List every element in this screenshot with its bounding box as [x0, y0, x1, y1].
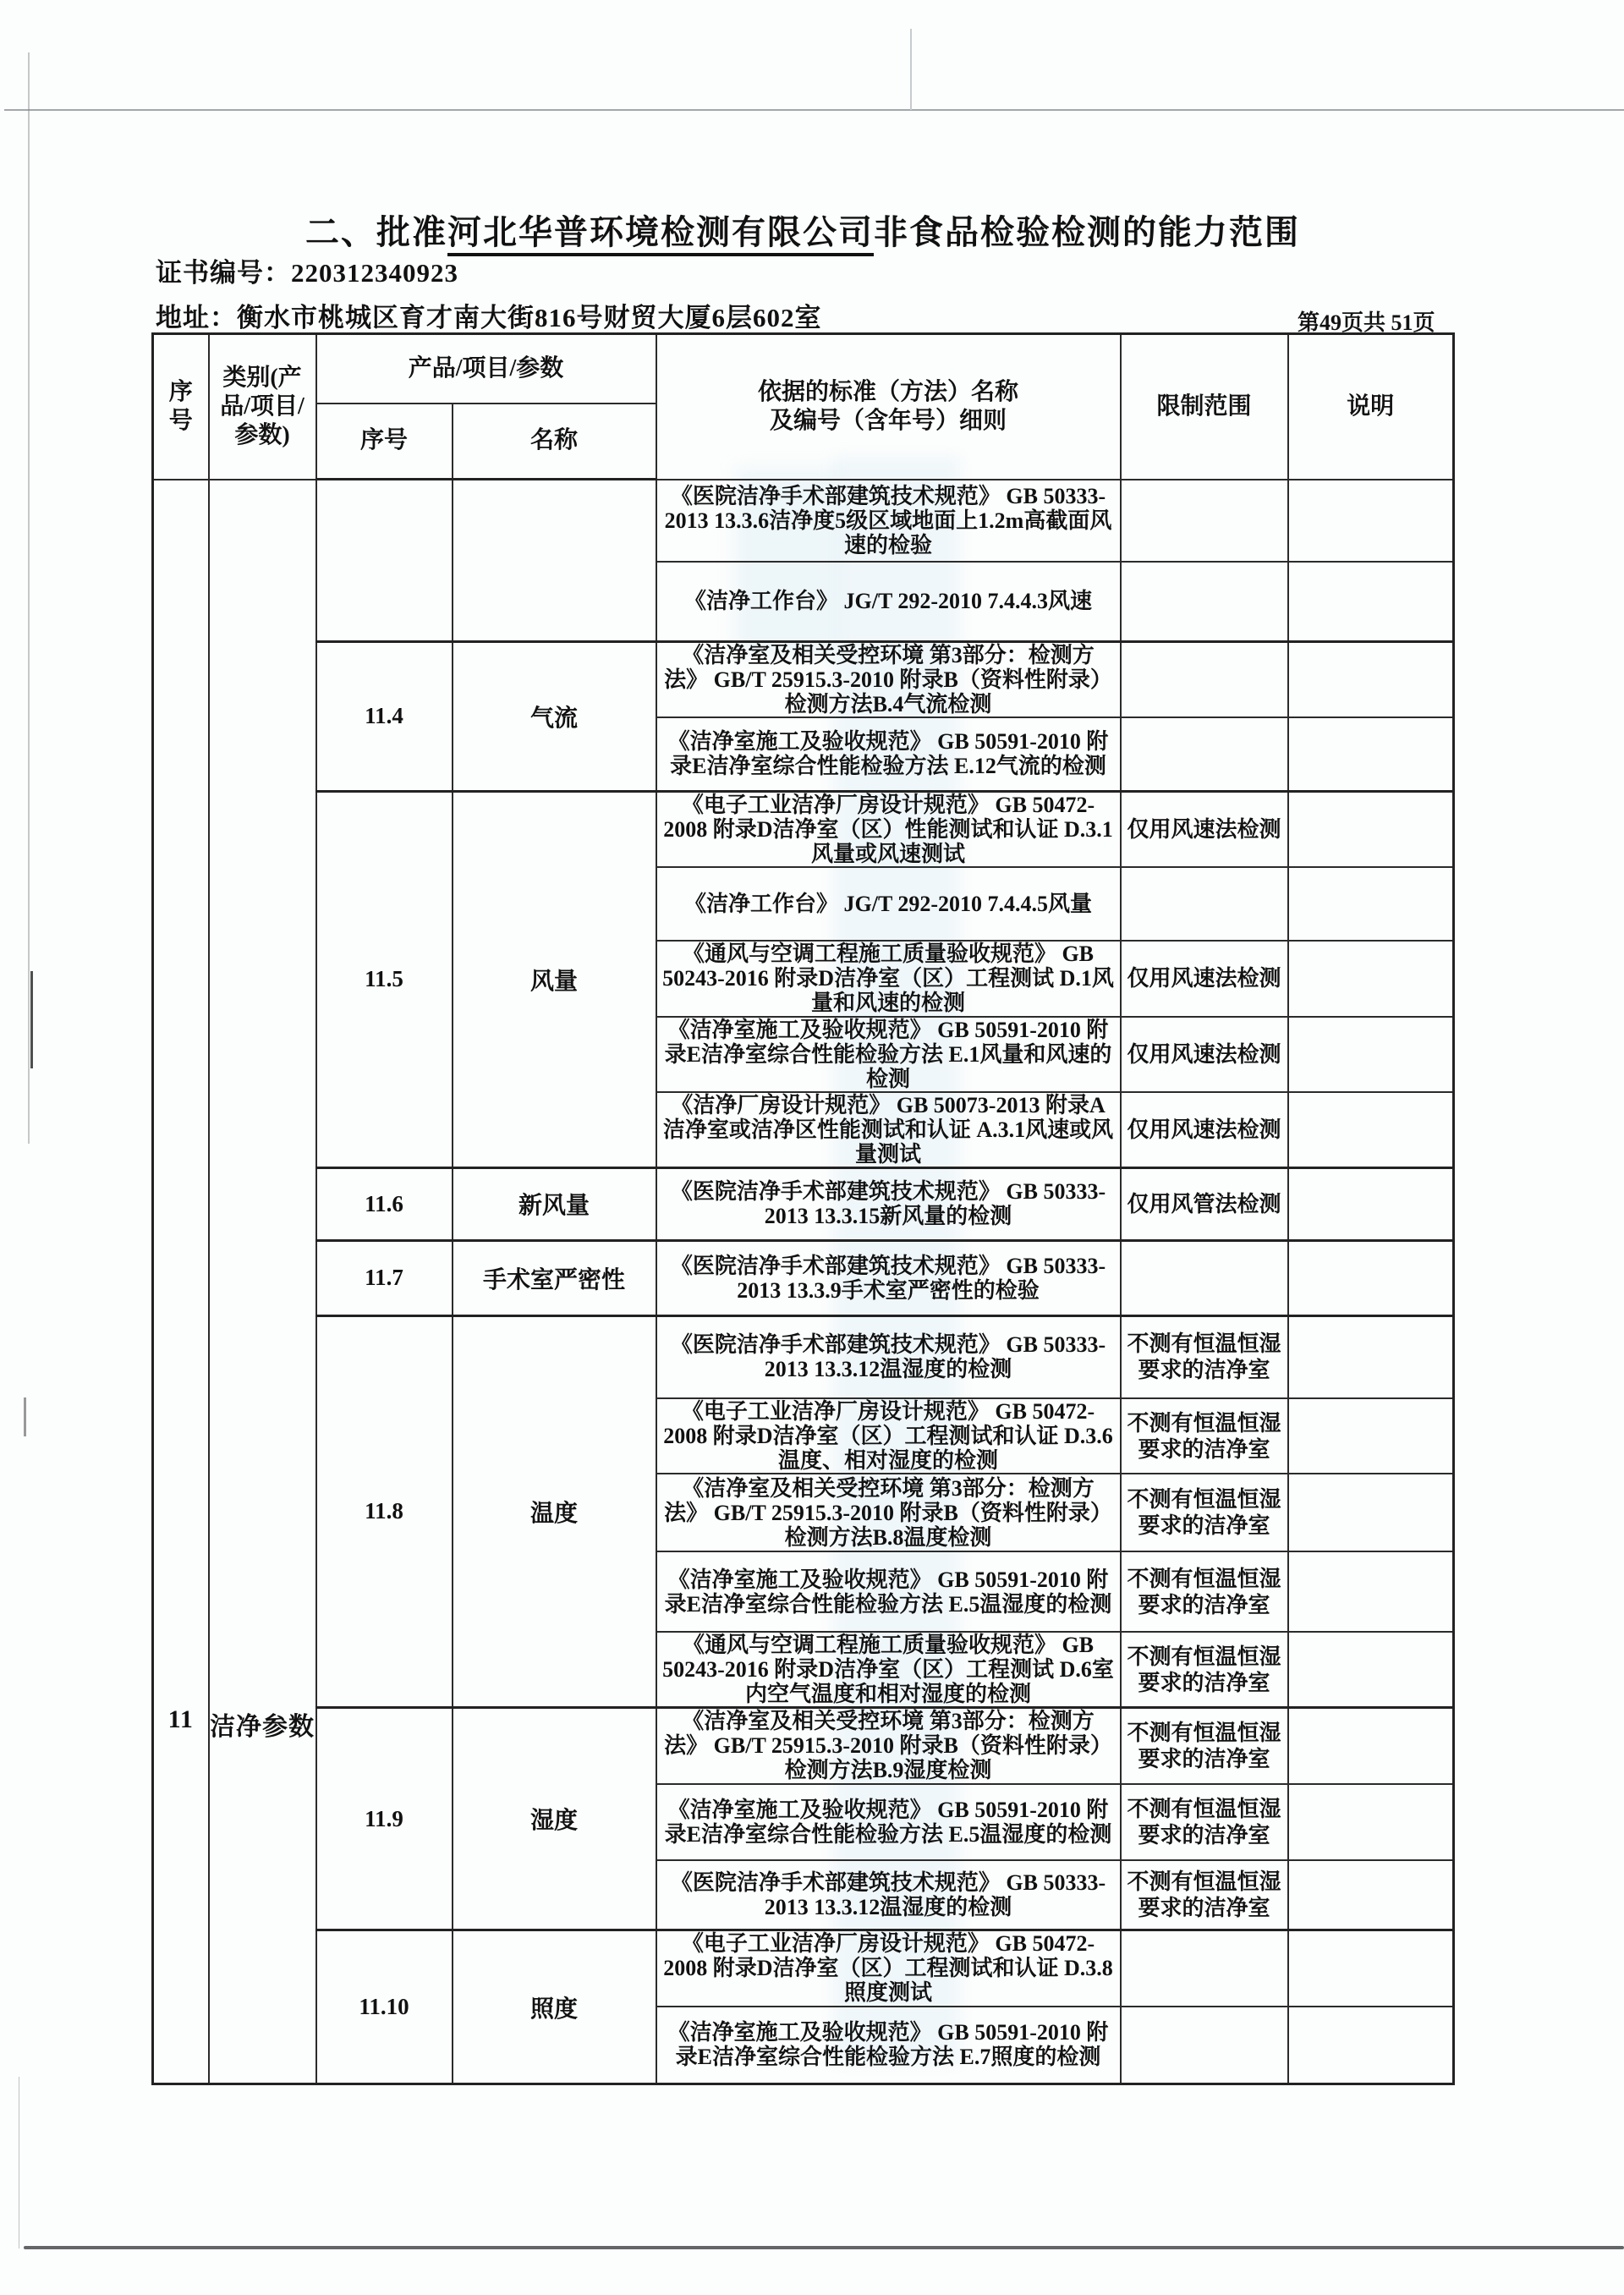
standard-cell: 《医院洁净手术部建筑技术规范》 GB 50333-2013 13.3.12温湿度的检测 [656, 1860, 1121, 1930]
header-standard-line1: 依据的标准（方法）名称 [757, 378, 1018, 405]
limit-cell [1121, 867, 1288, 941]
note-cell [1288, 1632, 1454, 1708]
note-cell [1288, 1708, 1454, 1784]
group-name: 气流 [453, 642, 656, 792]
note-cell [1288, 1017, 1454, 1092]
group-serial: 11.6 [316, 1167, 453, 1240]
page-title [152, 206, 1453, 254]
limit-cell: 不测有恒温恒湿要求的洁净室 [1121, 1632, 1288, 1708]
note-cell [1288, 1092, 1454, 1168]
note-cell [1288, 1930, 1454, 2007]
standard-cell: 《医院洁净手术部建筑技术规范》 GB 50333-2013 13.3.9手术室严密性的检验 [656, 1240, 1121, 1315]
header-limit: 限制范围 [1121, 334, 1288, 480]
group-name: 手术室严密性 [453, 1240, 656, 1315]
limit-cell: 仅用风速法检测 [1121, 941, 1288, 1017]
note-cell [1288, 1784, 1454, 1860]
note-cell [1288, 1315, 1454, 1398]
standard-cell: 《医院洁净手术部建筑技术规范》 GB 50333-2013 13.3.15新风量的检测 [656, 1167, 1121, 1240]
note-cell [1288, 2007, 1454, 2084]
note-cell [1288, 1398, 1454, 1474]
address-label: 地址： [156, 303, 237, 332]
certificate-number-line [156, 251, 458, 289]
limit-cell: 不测有恒温恒湿要求的洁净室 [1121, 1784, 1288, 1860]
note-cell [1288, 1240, 1454, 1315]
standard-cell: 《通风与空调工程施工质量验收规范》 GB 50243-2016 附录D洁净室（区）工程测试 D.1风量和风速的检测 [656, 941, 1121, 1017]
limit-cell: 仅用风速法检测 [1121, 1017, 1288, 1092]
standard-cell: 《医院洁净手术部建筑技术规范》 GB 50333-2013 13.3.12温湿度的检测 [656, 1315, 1121, 1398]
group-serial: 11.4 [316, 642, 453, 792]
standard-cell: 《医院洁净手术部建筑技术规范》 GB 50333-2013 13.3.6洁净度5级区域地面上1.2m高截面风速的检验 [656, 480, 1121, 562]
standard-cell: 《洁净室施工及验收规范》 GB 50591-2010 附录E洁净室综合性能检验方法 E.1风量和风速的检测 [656, 1017, 1121, 1092]
note-cell [1288, 1167, 1454, 1240]
limit-cell [1121, 717, 1288, 791]
category-serial-cell [153, 480, 209, 2084]
group-name: 湿度 [453, 1708, 656, 1930]
certificate-number: 220312340923 [291, 258, 458, 288]
company-name: 河北华普环境检测有限公司 [447, 213, 874, 256]
note-cell [1288, 480, 1454, 562]
header-note: 说明 [1288, 334, 1454, 480]
group-serial: 11.7 [316, 1240, 453, 1315]
standard-cell: 《洁净室及相关受控环境 第3部分：检测方法》 GB/T 25915.3-2010 附录B（资料性附录）检测方法B.4气流检测 [656, 642, 1121, 718]
standard-cell: 《洁净室施工及验收规范》 GB 50591-2010 附录E洁净室综合性能检验方法 E.5温湿度的检测 [656, 1551, 1121, 1632]
standard-cell: 《洁净室施工及验收规范》 GB 50591-2010 附录E洁净室综合性能检验方法 E.7照度的检测 [656, 2007, 1121, 2084]
certificate-label: 证书编号： [156, 258, 291, 288]
scan-shadow-bottom [24, 2246, 1624, 2249]
group-name: 新风量 [453, 1167, 656, 1240]
standard-cell: 《洁净工作台》 JG/T 292-2010 7.4.4.3风速 [656, 562, 1121, 642]
scan-mark-left [30, 971, 33, 1068]
address-value: 衡水市桃城区育才南大街816号财贸大厦6层602室 [237, 303, 822, 332]
group-serial: 11.5 [316, 791, 453, 1167]
standard-cell: 《洁净室及相关受控环境 第3部分：检测方法》 GB/T 25915.3-2010 附录B（资料性附录）检测方法B.9湿度检测 [656, 1708, 1121, 1784]
limit-cell: 不测有恒温恒湿要求的洁净室 [1121, 1860, 1288, 1930]
standard-cell: 《洁净室施工及验收规范》 GB 50591-2010 附录E洁净室综合性能检验方法 E.5温湿度的检测 [656, 1784, 1121, 1860]
group-serial: 11.10 [316, 1930, 453, 2084]
capability-table [151, 332, 1455, 2085]
limit-cell: 仅用风速法检测 [1121, 791, 1288, 867]
limit-cell [1121, 2007, 1288, 2084]
category-name: 洁净参数 [210, 1712, 315, 1741]
note-cell [1288, 1551, 1454, 1632]
standard-cell: 《洁净室及相关受控环境 第3部分：检测方法》 GB/T 25915.3-2010 附录B（资料性附录）检测方法B.8温度检测 [656, 1474, 1121, 1551]
limit-cell: 不测有恒温恒湿要求的洁净室 [1121, 1551, 1288, 1632]
limit-cell [1121, 480, 1288, 562]
standard-cell: 《电子工业洁净厂房设计规范》 GB 50472-2008 附录D洁净室（区）工程测试和认证 D.3.6温度、相对湿度的检测 [656, 1398, 1121, 1474]
address-line [156, 296, 822, 334]
limit-cell: 仅用风速法检测 [1121, 1092, 1288, 1168]
group-name: 温度 [453, 1315, 656, 1708]
standard-cell: 《洁净工作台》 JG/T 292-2010 7.4.4.5风量 [656, 867, 1121, 941]
header-product-group: 产品/项目/参数 [316, 334, 656, 404]
limit-cell: 不测有恒温恒湿要求的洁净室 [1121, 1315, 1288, 1398]
limit-cell [1121, 1240, 1288, 1315]
standard-cell: 《洁净厂房设计规范》 GB 50073-2013 附录A洁净室或洁净区性能测试和认证 A.3.1风速或风量测试 [656, 1092, 1121, 1168]
header-category: 类别(产品/项目/参数) [209, 334, 316, 480]
header-standard-line2: 及编号（含年号）细则 [769, 407, 1007, 434]
group-name [453, 480, 656, 642]
group-serial: 11.8 [316, 1315, 453, 1708]
note-cell [1288, 1860, 1454, 1930]
standard-cell: 《通风与空调工程施工质量验收规范》 GB 50243-2016 附录D洁净室（区）工程测试 D.6室内空气温度和相对湿度的检测 [656, 1632, 1121, 1708]
note-cell [1288, 1474, 1454, 1551]
scan-mark-left-2 [24, 1397, 26, 1436]
limit-cell: 不测有恒温恒湿要求的洁净室 [1121, 1474, 1288, 1551]
header-serial: 序号 [153, 334, 209, 480]
limit-cell [1121, 1930, 1288, 2007]
category-serial: 11 [167, 1705, 194, 1733]
scan-line-top [4, 109, 1624, 111]
title-suffix: 非食品检验检测的能力范围 [874, 213, 1300, 251]
header-sub-serial: 序号 [316, 404, 453, 480]
limit-cell: 不测有恒温恒湿要求的洁净室 [1121, 1398, 1288, 1474]
note-cell [1288, 562, 1454, 642]
header-sub-name: 名称 [453, 404, 656, 480]
limit-cell [1121, 642, 1288, 718]
category-name-cell [209, 480, 316, 2084]
scan-line-top-center [910, 29, 912, 110]
note-cell [1288, 717, 1454, 791]
note-cell [1288, 791, 1454, 867]
scan-line-left [28, 52, 30, 1144]
note-cell [1288, 642, 1454, 718]
limit-cell [1121, 562, 1288, 642]
limit-cell: 不测有恒温恒湿要求的洁净室 [1121, 1708, 1288, 1784]
header-standard [656, 334, 1121, 480]
page-indicator: 第49页共 51页 [1298, 310, 1435, 335]
note-cell [1288, 941, 1454, 1017]
title-prefix: 二、批准 [305, 213, 447, 251]
group-serial: 11.9 [316, 1708, 453, 1930]
standard-cell: 《洁净室施工及验收规范》 GB 50591-2010 附录E洁净室综合性能检验方法 E.12气流的检测 [656, 717, 1121, 791]
limit-cell: 仅用风管法检测 [1121, 1167, 1288, 1240]
group-name: 风量 [453, 791, 656, 1167]
standard-cell: 《电子工业洁净厂房设计规范》 GB 50472-2008 附录D洁净室（区）性能测试和认证 D.3.1风量或风速测试 [656, 791, 1121, 867]
note-cell [1288, 867, 1454, 941]
group-name: 照度 [453, 1930, 656, 2084]
standard-cell: 《电子工业洁净厂房设计规范》 GB 50472-2008 附录D洁净室（区）工程测试和认证 D.3.8照度测试 [656, 1930, 1121, 2007]
group-serial [316, 480, 453, 642]
